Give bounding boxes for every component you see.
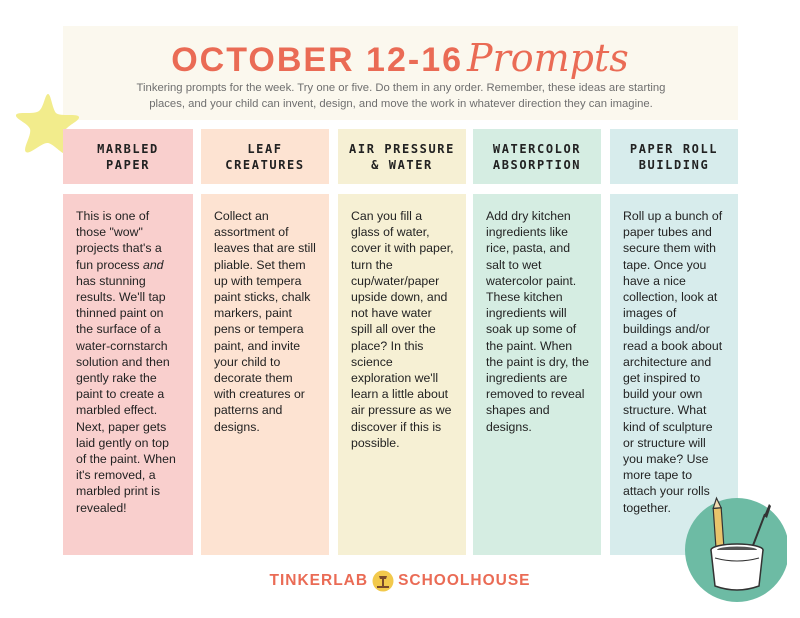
column-body-air-pressure: Can you fill a glass of water, cover it with paper, turn the cup/water/paper upside down, and not have water spill all over the place? In this science exploration we'll learn a little about air pressure as we discover if this is possible. — [338, 194, 466, 555]
column-title-line2: PAPER — [105, 157, 151, 172]
column-title-line2: & WATER — [371, 157, 433, 172]
title-script: Prompts — [467, 36, 629, 80]
column-title-line1: LEAF — [247, 141, 283, 156]
column-body-paper-roll: Roll up a bunch of paper tubes and secure them with tape. Once you have a nice collection, look at images of buildings and/or read a book about architecture and get inspired to build your own structure. What kind of sculpture or structure will you make? Use more tape to attach your rolls together. — [610, 194, 738, 555]
column-header-watercolor — [473, 129, 601, 184]
column-title-line1: MARBLED — [97, 141, 159, 156]
title-main: OCTOBER 12-16 — [171, 41, 464, 79]
column-header-paper-roll — [610, 129, 738, 184]
body-text: This is one of those "wow" projects that's a fun process — [76, 209, 162, 272]
column-title-line1: WATERCOLOR — [492, 141, 582, 156]
page-title — [0, 36, 800, 78]
body-emphasis: and — [143, 257, 164, 272]
column-title-line1: AIR PRESSURE — [349, 141, 455, 156]
column-header-leaf-creatures — [201, 129, 329, 184]
column-header-marbled-paper — [63, 129, 193, 184]
column-title-line2: CREATURES — [225, 157, 305, 172]
brand-right: SCHOOLHOUSE — [398, 572, 531, 589]
column-body-marbled-paper — [63, 194, 193, 555]
column-title-line2: BUILDING — [638, 157, 710, 172]
column-header-air-pressure — [338, 129, 466, 184]
column-title-line1: PAPER ROLL — [629, 141, 719, 156]
column-title-line2: ABSORPTION — [492, 157, 582, 172]
column-body-leaf-creatures: Collect an assortment of leaves that are still pliable. Set them up with tempera paint sticks, chalk markers, paint pens or tempera paint, and invite your child to decorate them with creatures or patterns and designs. — [201, 194, 329, 555]
tinkerlab-logo-icon — [372, 570, 394, 592]
subtitle: Tinkering prompts for the week. Try one or five. Do them in any order. Remember, these ideas are starting places, and your child can invent, design, and move the work in whatever direction they can imagine. — [136, 82, 666, 110]
column-body-watercolor: Add dry kitchen ingredients like rice, pasta, and salt to wet watercolor paint. These kitchen ingredients will soak up some of the paint. When the paint is dry, the ingredients are removed to reveal shapes and designs. — [473, 194, 601, 555]
body-text: has stunning results. We'll tap thinned paint on the surface of a water-cornstarch solution and then gently rake the paint to create a marbled effect. Next, paper gets laid gently on top of the paint. When it's removed, a marbled print is revealed! — [76, 273, 176, 515]
brand-left: TINKERLAB — [269, 572, 369, 589]
footer-brand — [0, 569, 800, 593]
